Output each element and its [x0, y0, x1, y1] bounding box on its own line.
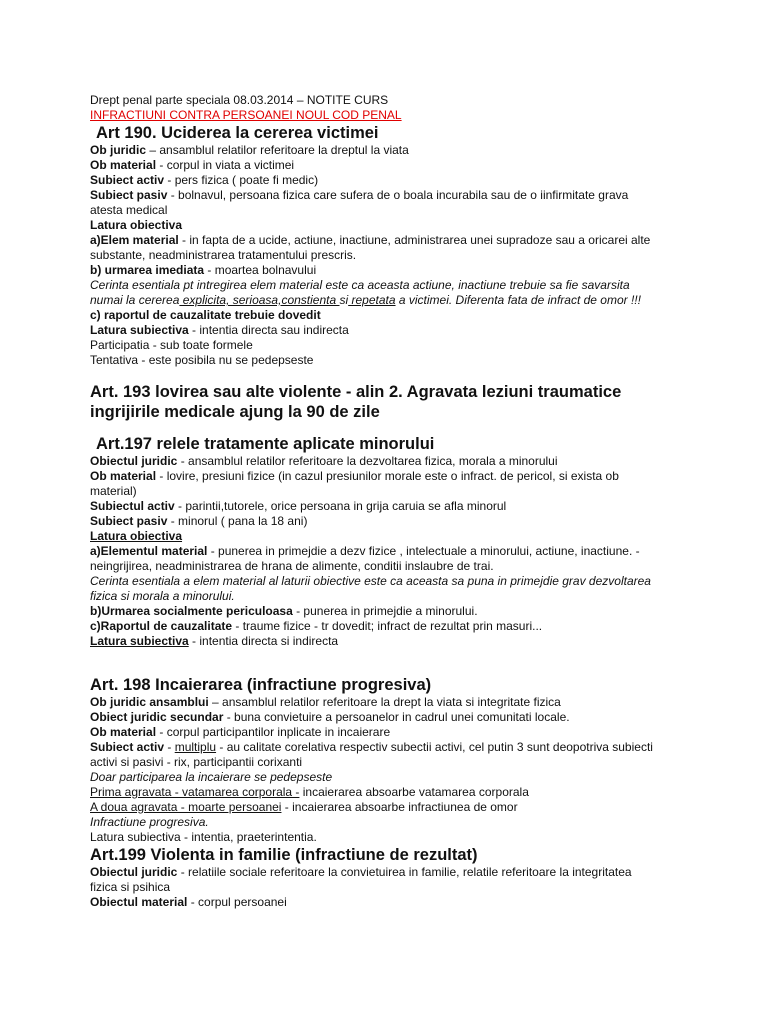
- art199-term: Obiectul juridic: [90, 865, 178, 879]
- art198-term: Ob juridic ansamblui: [90, 695, 209, 709]
- art198-note: Doar participarea la incaierare se pedepseste: [90, 770, 333, 784]
- art190-text: - moartea bolnavului: [204, 263, 317, 277]
- art198-text: Latura subiectiva - intentia, praeterintentia.: [90, 830, 317, 844]
- art198-text: - incaierarea absoarbe infractiunea de omor: [281, 800, 518, 814]
- art190-term: a)Elem material: [90, 233, 179, 247]
- art199-text: - relatiile sociale referitoare la convietuirea in familie, relatile referitoare la integritatea fizica si psihica: [90, 865, 632, 894]
- section-title: INFRACTIUNI CONTRA PERSOANEI NOUL COD PENAL: [90, 108, 402, 122]
- art198-text: incaierarea absoarbe vatamarea corporala: [299, 785, 529, 799]
- art198-text: - au calitate corelativa respectiv subectii activi, cel putin 3 sunt deopotriva subiecti activi si pasivi - rix, participantii corixanti: [90, 740, 653, 769]
- art190-term: Latura subiectiva: [90, 323, 189, 337]
- art198-note: Infractiune progresiva.: [90, 815, 209, 829]
- art197-text: - ansamblul relatilor referitoare la dezvoltarea fizica, morala a minorului: [177, 454, 558, 468]
- art193-title: Art. 193 lovirea sau alte violente - alin 2. Agravata leziuni traumatice ingrijirile medicale ajung la 90 de zile: [90, 383, 622, 421]
- art197-note: Cerinta esentiala a elem material al laturii obiective este ca aceasta sa puna in primejdie grav dezvoltarea fizica si morala a minorului.: [90, 574, 651, 603]
- art198-section: [90, 675, 708, 845]
- art190-term: b) urmarea imediata: [90, 263, 205, 277]
- art198-text: multiplu: [174, 740, 217, 754]
- course-header: Drept penal parte speciala 08.03.2014 – NOTITE CURS: [90, 93, 389, 107]
- art197-term: a)Elementul material: [90, 544, 208, 558]
- art198-term: Subiect activ: [90, 740, 165, 754]
- art197-title: Art.197 relele tratamente aplicate minorului: [96, 435, 435, 453]
- art197-text: - traume fizice - tr dovedit; infract de rezultat prin masuri...: [232, 619, 543, 633]
- art198-term: Prima agravata - vatamarea corporala -: [90, 785, 300, 799]
- art190-section: [90, 123, 708, 368]
- art197-text: - minorul ( pana la 18 ani): [167, 514, 308, 528]
- art190-text: - in fapta de a ucide, actiune, inactiune, administrarea unei supradoze sau a oricarei alte substante, neadministrarea tratamentului prescris.: [90, 233, 651, 262]
- art190-term: Subiect pasiv: [90, 188, 168, 202]
- art198-text: -: [164, 740, 175, 754]
- art193-section: [90, 382, 708, 422]
- art197-text: - punerea in primejdie a minorului.: [292, 604, 478, 618]
- art190-term: Ob material: [90, 158, 157, 172]
- art197-text: - parintii,tutorele, orice persoana in grija caruia se afla minorul: [174, 499, 507, 513]
- art190-term: Subiect activ: [90, 173, 165, 187]
- art198-term: Obiect juridic secundar: [90, 710, 224, 724]
- art190-text: Participatia - sub toate formele: [90, 338, 253, 352]
- art197-text: - lovire, presiuni fizice (in cazul presiunilor morale este o infract. de pericol, si exista ob material): [90, 469, 619, 498]
- art199-term: Obiectul material: [90, 895, 188, 909]
- art197-term: Ob material: [90, 469, 157, 483]
- art199-title: Art.199 Violenta in familie (infractiune de rezultat): [90, 846, 478, 864]
- art197-section: [90, 434, 708, 649]
- art198-term: A doua agravata - moarte persoanei: [90, 800, 282, 814]
- art190-text: - corpul in viata a victimei: [156, 158, 295, 172]
- art190-subheading: Latura obiectiva: [90, 218, 183, 232]
- art199-text: - corpul persoanei: [187, 895, 287, 909]
- art198-term: Ob material: [90, 725, 157, 739]
- art197-term: Subiectul activ: [90, 499, 175, 513]
- art197-term: Subiect pasiv: [90, 514, 168, 528]
- art190-text: - intentia directa sau indirecta: [188, 323, 349, 337]
- art190-note: Cerinta esentiala pt intregirea elem material este ca aceasta actiune, inactiune trebuie sa fie savarsita numai la cererea explicita, serioasa,constienta si repetata a victimei. Diferenta fata de infract de omor !!!: [90, 278, 641, 307]
- art190-text: - pers fizica ( poate fi medic): [164, 173, 319, 187]
- art190-text: – ansamblul relatilor referitoare la dreptul la viata: [146, 143, 409, 157]
- art198-text: - corpul participantilor inplicate in incaierare: [156, 725, 391, 739]
- art190-text: Tentativa - este posibila nu se pedepseste: [90, 353, 314, 367]
- art190-term: Ob juridic: [90, 143, 147, 157]
- art197-term: c)Raportul de cauzalitate: [90, 619, 233, 633]
- art199-section: [90, 845, 708, 910]
- art198-text: - buna convietuire a persoanelor in cadrul unei comunitati locale.: [223, 710, 570, 724]
- art197-term: b)Urmarea socialmente periculoasa: [90, 604, 293, 618]
- art197-subheading: Latura obiectiva: [90, 529, 183, 543]
- art190-subheading: c) raportul de cauzalitate trebuie dovedit: [90, 308, 321, 322]
- art197-term: Obiectul juridic: [90, 454, 178, 468]
- art198-text: – ansamblul relatilor referitoare la drept la viata si integritate fizica: [208, 695, 561, 709]
- art197-text: - intentia directa si indirecta: [188, 634, 339, 648]
- art190-text: - bolnavul, persoana fizica care sufera de o boala incurabila sau de o iinfirmitate grava atesta medical: [90, 188, 629, 217]
- art197-text: - punerea in primejdie a dezv fizice , intelectuale a minorului, actiune, inactiune. - neingrijirea, neadministrarea de hrana de alimente, conditii inslaubre de trai.: [90, 544, 640, 573]
- art190-title: Art 190. Uciderea la cererea victimei: [96, 124, 379, 142]
- art197-term: Latura subiectiva: [90, 634, 189, 648]
- art198-title: Art. 198 Incaierarea (infractiune progresiva): [90, 676, 432, 694]
